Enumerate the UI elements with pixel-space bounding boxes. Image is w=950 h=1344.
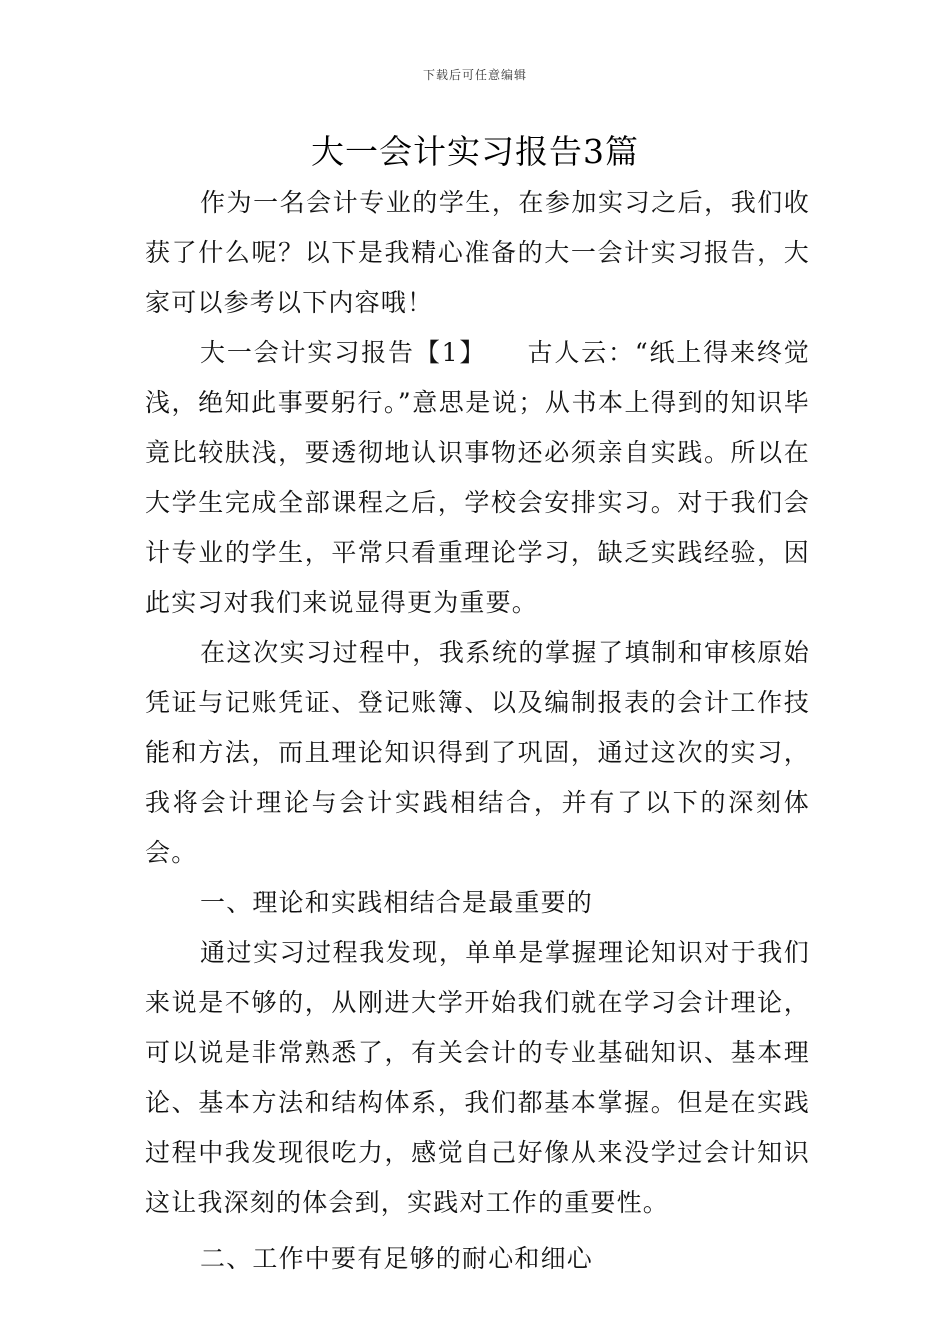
section-heading-2: 二、工作中要有足够的耐心和细心 bbox=[200, 1244, 594, 1273]
skills-paragraph: 在这次实习过程中，我系统的掌握了填制和审核原始凭证与记账凭证、登记账簿、以及编制报表的会计工作技能和方法，而且理论知识得到了巩固，通过这次的实习，我将会计理论与会计实践相结合，并有了以下的深刻体会。 bbox=[145, 638, 810, 867]
header-note: 下载后可任意编辑 bbox=[422, 68, 527, 82]
section-heading-1: 一、理论和实践相结合是最重要的 bbox=[200, 888, 594, 917]
intro-paragraph: 作为一名会计专业的学生，在参加实习之后，我们收获了什么呢？以下是我精心准备的大一会计实习报告，大家可以参考以下内容哦！ bbox=[145, 188, 810, 317]
document-title: 大一会计实习报告3篇 bbox=[311, 132, 639, 171]
report-1-paragraph: 大一会计实习报告【1】 古人云：“纸上得来终觉浅，绝知此事要躬行。”意思是说；从书本上得到的知识毕竟比较肤浅，要透彻地认识事物还必须亲自实践。所以在大学生完成全部课程之后，学校会安排实习。对于我们会计专业的学生，平常只看重理论学习，缺乏实践经验，因此实习对我们来说显得更为重要。 bbox=[145, 338, 810, 617]
section-1-paragraph: 通过实习过程我发现，单单是掌握理论知识对于我们来说是不够的，从刚进大学开始我们就在学习会计理论，可以说是非常熟悉了，有关会计的专业基础知识、基本理论、基本方法和结构体系，我们都基本掌握。但是在实践过程中我发现很吃力，感觉自己好像从来没学过会计知识这让我深刻的体会到，实践对工作的重要性。 bbox=[145, 938, 810, 1217]
document-body bbox=[145, 178, 810, 1284]
